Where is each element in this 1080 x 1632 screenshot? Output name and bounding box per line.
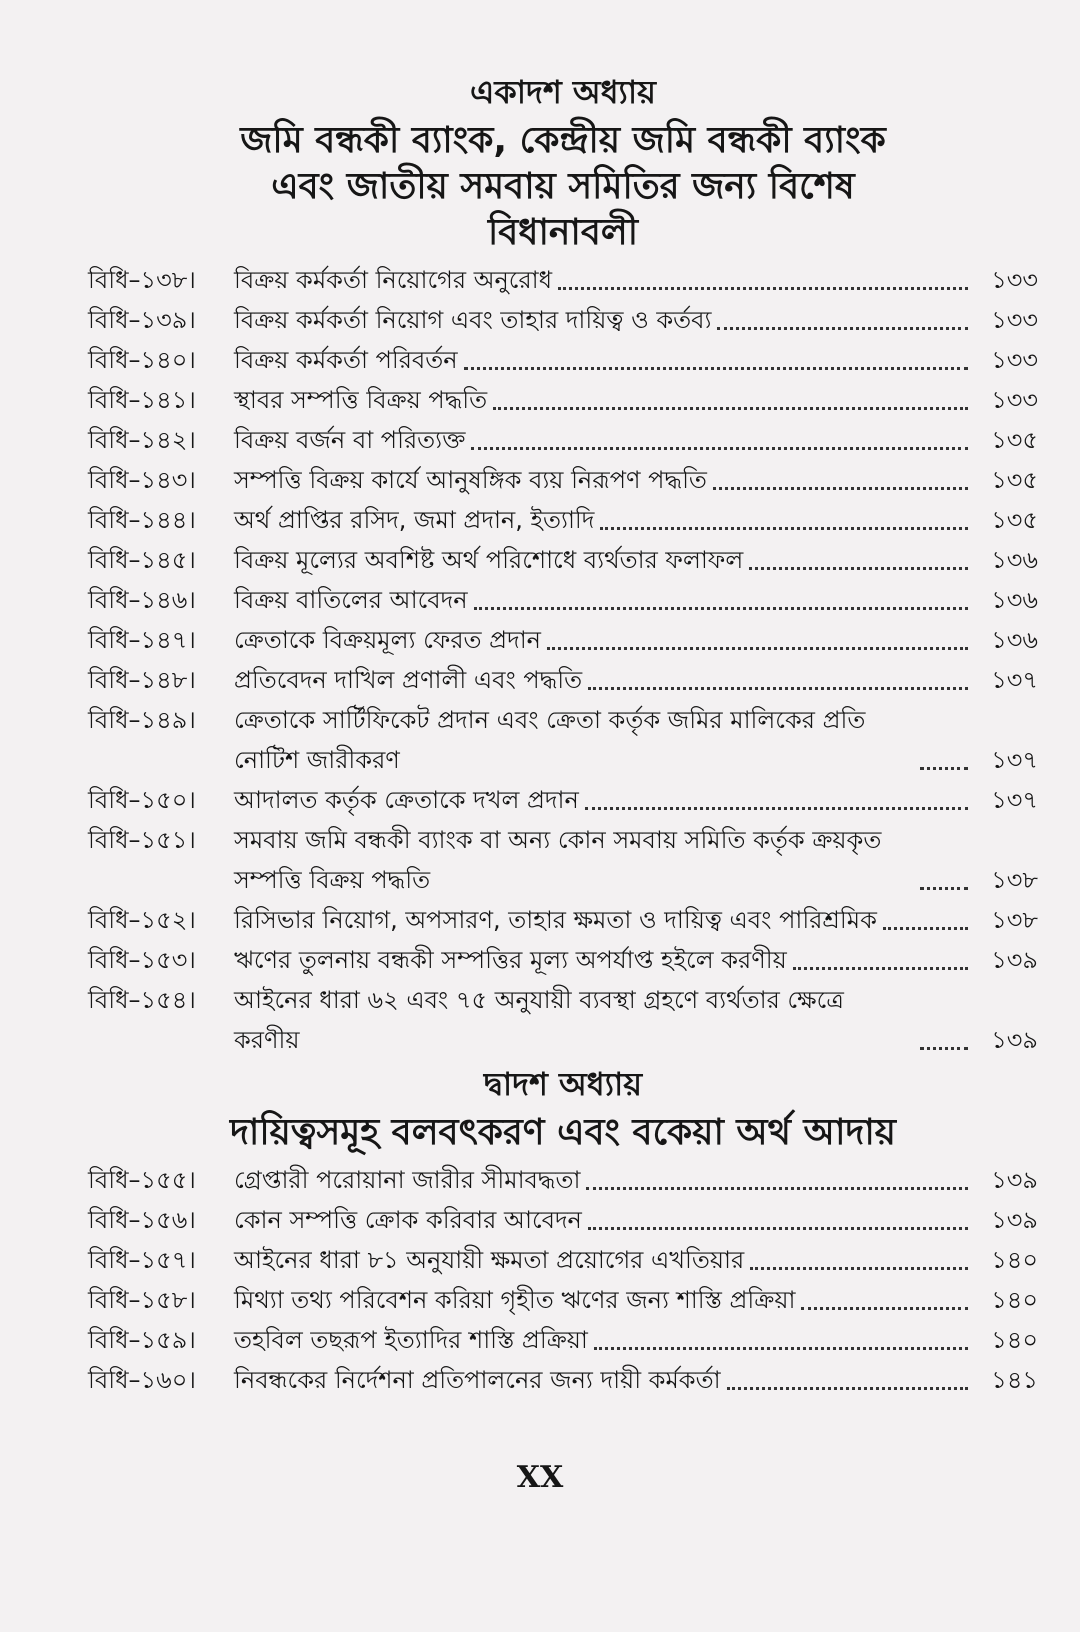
page-footer-number: XX [516, 1460, 564, 1495]
page-number: ১৩৩ [991, 386, 1038, 414]
rule-title: ক্রেতাকে সার্টিফিকেট প্রদান এবং ক্রেতা কর্তৃক জমির মালিকের প্রতি নোটিশ জারীকরণ [234, 706, 866, 774]
rule-number: বিধি–১৩৮। [88, 266, 196, 294]
rule-title: কোন সম্পত্তি ক্রোক করিবার আবেদন [234, 1206, 582, 1234]
rule-number: বিধি–১৪৪। [88, 506, 196, 534]
rule-title: আদালত কর্তৃক ক্রেতাকে দখল প্রদান [234, 786, 579, 814]
page-number: ১৩৫ [991, 426, 1038, 454]
page-number: ১৩৬ [991, 546, 1038, 574]
chapter-11-heading-line-3: বিধানাবলী [487, 212, 639, 253]
leader-dots [713, 487, 968, 490]
rule-title: সমবায় জমি বন্ধকী ব্যাংক বা অন্য কোন সমবায় সমিতি কর্তৃক ক্রয়কৃত সম্পত্তি বিক্রয় পদ্ধতি [234, 826, 882, 894]
leader-dots [920, 887, 968, 890]
rule-title: রিসিভার নিয়োগ, অপসারণ, তাহার ক্ষমতা ও দায়িত্ব এবং পারিশ্রমিক [234, 906, 877, 934]
rule-number: বিধি–১৫৫। [88, 1166, 196, 1194]
rule-number: বিধি–১৪৯। [88, 706, 196, 734]
toc-entry-152 [88, 900, 1038, 940]
toc-entry-142 [88, 420, 1038, 460]
leader-dots [588, 1227, 968, 1230]
rule-number: বিধি–১৪৩। [88, 466, 196, 494]
leader-dots [464, 367, 968, 370]
chapter-12-title: দ্বাদশ অধ্যায় [483, 1065, 643, 1103]
toc-entry-160 [88, 1360, 1038, 1400]
leader-dots [558, 287, 968, 290]
rule-number: বিধি–১৫০। [88, 786, 196, 814]
leader-dots [585, 807, 968, 810]
rule-title: বিক্রয় বাতিলের আবেদন [234, 586, 468, 614]
rule-number: বিধি–১৪০। [88, 346, 196, 374]
toc-entry-155 [88, 1160, 1038, 1200]
page-number: ১৩৩ [991, 346, 1038, 374]
toc-entry-151 [88, 820, 1038, 900]
rule-number: বিধি–১৩৯। [88, 306, 196, 334]
contents-page [88, 72, 1038, 1400]
leader-dots [727, 1387, 968, 1390]
page-number: ১৪০ [991, 1286, 1038, 1314]
chapter-11-heading-line-1: জমি বন্ধকী ব্যাংক, কেন্দ্রীয় জমি বন্ধকী ব্যাংক [240, 120, 886, 161]
page-number: ১৩৯ [991, 946, 1038, 974]
rule-title: বিক্রয় মূল্যের অবশিষ্ট অর্থ পরিশোধে ব্যর্থতার ফলাফল [234, 546, 744, 574]
rule-number: বিধি–১৫৬। [88, 1206, 196, 1234]
rule-title: বিক্রয় কর্মকর্তা নিয়োগের অনুরোধ [234, 266, 553, 294]
leader-dots [801, 1307, 968, 1310]
page-number: ১৩৫ [991, 506, 1038, 534]
page-number: ১৩৭ [991, 786, 1038, 814]
rule-title: নিবন্ধকের নির্দেশনা প্রতিপালনের জন্য দায়ী কর্মকর্তা [234, 1366, 721, 1394]
rule-number: বিধি–১৬০। [88, 1366, 196, 1394]
toc-entry-150 [88, 780, 1038, 820]
page-number: ১৩৬ [991, 586, 1038, 614]
toc-entry-149 [88, 700, 1038, 780]
chapter-12-entries [88, 1160, 1038, 1400]
toc-entry-153 [88, 940, 1038, 980]
rule-title: তহবিল তছরূপ ইত্যাদির শাস্তি প্রক্রিয়া [234, 1326, 588, 1354]
leader-dots [793, 967, 968, 970]
leader-dots [750, 1267, 968, 1270]
page-number: ১৩৭ [991, 666, 1038, 694]
toc-entry-146 [88, 580, 1038, 620]
rule-title: অর্থ প্রাপ্তির রসিদ, জমা প্রদান, ইত্যাদি [234, 506, 595, 534]
page-number: ১৩৩ [991, 266, 1038, 294]
rule-title: বিক্রয় বর্জন বা পরিত্যক্ত [234, 426, 466, 454]
chapter-11-heading-line-2: এবং জাতীয় সমবায় সমিতির জন্য বিশেষ [271, 166, 855, 207]
rule-number: বিধি–১৫৭। [88, 1246, 196, 1274]
rule-title: সম্পত্তি বিক্রয় কার্যে আনুষঙ্গিক ব্যয় নিরূপণ পদ্ধতি [234, 466, 707, 494]
page-number: ১৪১ [991, 1366, 1038, 1394]
page-number: ১৩৭ [991, 746, 1038, 774]
toc-entry-159 [88, 1320, 1038, 1360]
rule-title: বিক্রয় কর্মকর্তা পরিবর্তন [234, 346, 458, 374]
page-number: ১৪০ [991, 1246, 1038, 1274]
rule-title: আইনের ধারা ৬২ এবং ৭৫ অনুযায়ী ব্যবস্থা গ্রহণে ব্যর্থতার ক্ষেত্রে করণীয় [234, 986, 844, 1054]
page-number: ১৩৯ [991, 1206, 1038, 1234]
rule-title: গ্রেপ্তারী পরোয়ানা জারীর সীমাবদ্ধতা [234, 1166, 581, 1194]
leader-dots [717, 327, 968, 330]
rule-number: বিধি–১৪৭। [88, 626, 196, 654]
rule-title: প্রতিবেদন দাখিল প্রণালী এবং পদ্ধতি [234, 666, 583, 694]
rule-number: বিধি–১৫৯। [88, 1326, 196, 1354]
rule-title: মিথ্যা তথ্য পরিবেশন করিয়া গৃহীত ঋণের জন্য শাস্তি প্রক্রিয়া [234, 1286, 796, 1314]
rule-title: আইনের ধারা ৮১ অনুযায়ী ক্ষমতা প্রয়োগের এখতিয়ার [234, 1246, 745, 1274]
leader-dots [883, 927, 968, 930]
rule-number: বিধি–১৫২। [88, 906, 196, 934]
leader-dots [493, 407, 968, 410]
toc-entry-145 [88, 540, 1038, 580]
rule-number: বিধি–১৪৬। [88, 586, 196, 614]
toc-entry-157 [88, 1240, 1038, 1280]
leader-dots [594, 1347, 968, 1350]
rule-number: বিধি–১৪৮। [88, 666, 196, 694]
rule-number: বিধি–১৪২। [88, 426, 196, 454]
rule-number: বিধি–১৫৪। [88, 986, 196, 1014]
toc-entry-148 [88, 660, 1038, 700]
page-number: ১৩৩ [991, 306, 1038, 334]
toc-entry-147 [88, 620, 1038, 660]
leader-dots [600, 527, 968, 530]
toc-entry-144 [88, 500, 1038, 540]
leader-dots [920, 1047, 968, 1050]
leader-dots [920, 767, 968, 770]
page-number: ১৩৫ [991, 466, 1038, 494]
chapter-12-heading: দায়িত্বসমূহ বলবৎকরণ এবং বকেয়া অর্থ আদায় [229, 1112, 896, 1153]
page-number: ১৪০ [991, 1326, 1038, 1354]
rule-number: বিধি–১৫১। [88, 826, 196, 854]
rule-title: ঋণের তুলনায় বন্ধকী সম্পত্তির মূল্য অপর্যাপ্ত হইলে করণীয় [234, 946, 787, 974]
toc-entry-139 [88, 300, 1038, 340]
rule-number: বিধি–১৪১। [88, 386, 196, 414]
rule-number: বিধি–১৪৫। [88, 546, 196, 574]
page-number: ১৩৯ [991, 1166, 1038, 1194]
page-number: ১৩৯ [991, 1026, 1038, 1054]
leader-dots [749, 567, 968, 570]
toc-entry-140 [88, 340, 1038, 380]
rule-title: ক্রেতাকে বিক্রয়মূল্য ফেরত প্রদান [234, 626, 541, 654]
page-number: ১৩৮ [991, 906, 1038, 934]
leader-dots [586, 1187, 968, 1190]
toc-entry-158 [88, 1280, 1038, 1320]
leader-dots [471, 447, 968, 450]
rule-title: বিক্রয় কর্মকর্তা নিয়োগ এবং তাহার দায়িত্ব ও কর্তব্য [234, 306, 712, 334]
toc-entry-138 [88, 260, 1038, 300]
rule-title: স্থাবর সম্পত্তি বিক্রয় পদ্ধতি [234, 386, 488, 414]
leader-dots [547, 647, 968, 650]
toc-entry-154 [88, 980, 1038, 1060]
leader-dots [588, 687, 968, 690]
rule-number: বিধি–১৫৩। [88, 946, 196, 974]
page-number: ১৩৬ [991, 626, 1038, 654]
page-number: ১৩৮ [991, 866, 1038, 894]
toc-entry-143 [88, 460, 1038, 500]
toc-entry-156 [88, 1200, 1038, 1240]
chapter-11-title: একাদশ অধ্যায় [470, 73, 656, 111]
toc-entry-141 [88, 380, 1038, 420]
chapter-11-entries [88, 260, 1038, 1060]
rule-number: বিধি–১৫৮। [88, 1286, 196, 1314]
leader-dots [474, 607, 968, 610]
